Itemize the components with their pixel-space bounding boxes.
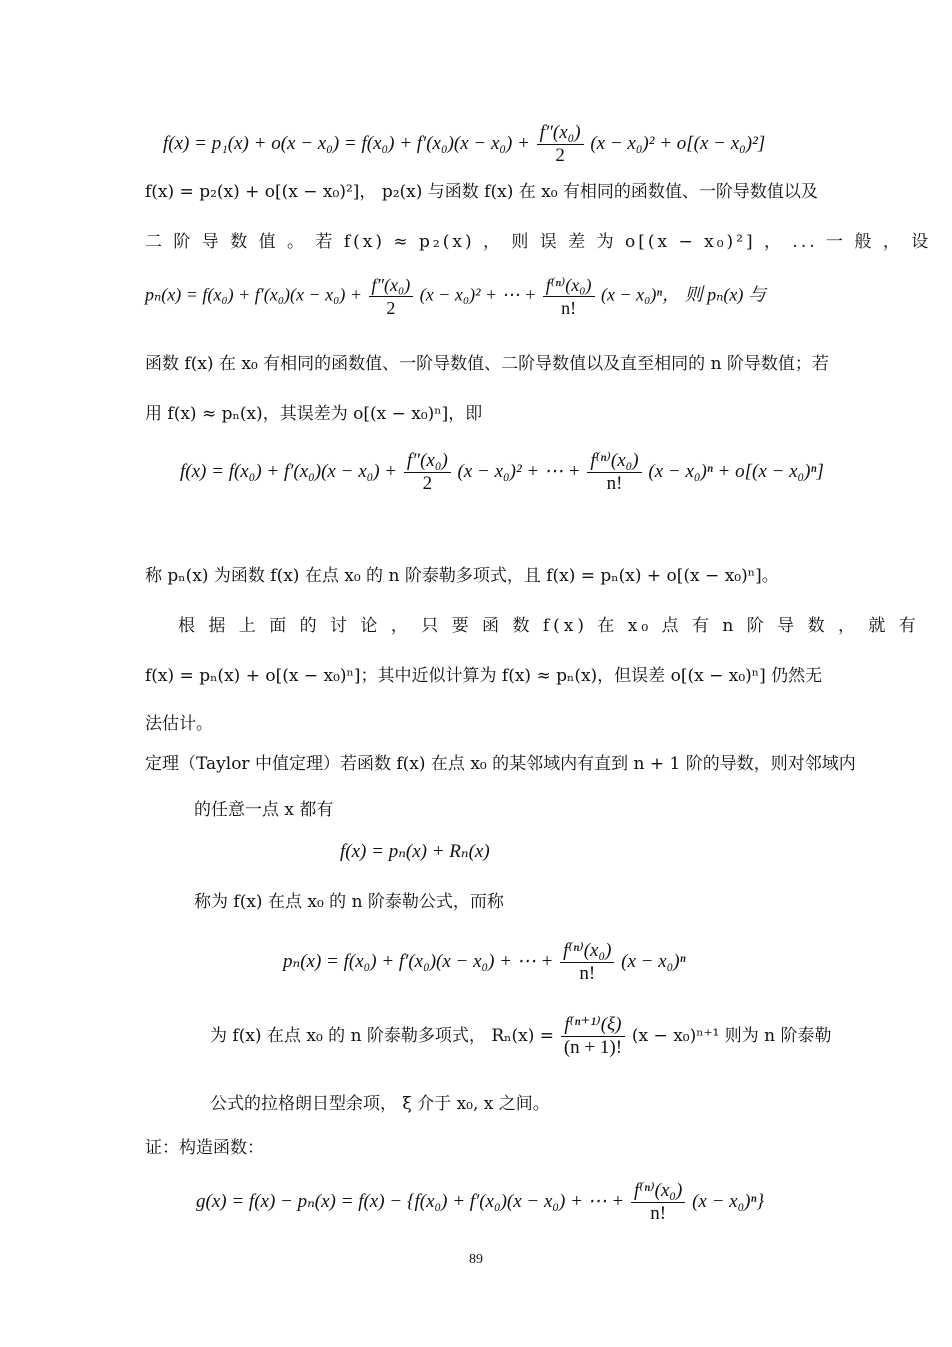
proof-heading: 证：构造函数：: [145, 1138, 264, 1158]
paragraph-line-7: 称 pₙ(x) 为函数 f(x) 在点 x₀ 的 n 阶泰勒多项式，且 f(x) = pₙ(x) + o[(x − x₀)ⁿ]。: [145, 566, 779, 586]
l14-fraction: [561, 1014, 624, 1059]
l4-numerator-2: f⁽ⁿ⁾(x₀): [543, 274, 595, 297]
l14-left: 为 f(x) 在点 x₀ 的 n 阶泰勒多项式， Rₙ(x) =: [210, 1026, 554, 1046]
remainder-line: [210, 1014, 832, 1059]
paragraph-line-3: 二 阶 导 数 值 。 若 f(x) ≈ p₂(x) ， 则 误 差 为 o[(x − x₀)²] ， ... 一 般 ， 设: [145, 232, 932, 252]
eq2-denominator-1: 2: [422, 473, 433, 494]
equation-p1-expansion: [163, 122, 765, 167]
eq2-numerator-2: f⁽ⁿ⁾(x₀): [587, 450, 641, 473]
paragraph-line-8: 根 据 上 面 的 讨 论 ， 只 要 函 数 f(x) 在 x₀ 点 有 n 阶 导 数 ， 就 有: [178, 616, 920, 636]
eq1-left: f(x) = p₁(x) + o(x − x₀) = f(x₀) + f′(x₀)(x − x₀) +: [163, 132, 530, 154]
paragraph-line-6: 用 f(x) ≈ pₙ(x)，其误差为 o[(x − x₀)ⁿ]，即: [145, 404, 483, 424]
paragraph-line-5: 函数 f(x) 在 x₀ 有相同的函数值、一阶导数值、二阶导数值以及直至相同的 n 阶导数值；若: [145, 354, 829, 374]
l14-right: (x − x₀)ⁿ⁺¹ 则为 n 阶泰勒: [631, 1026, 832, 1046]
eq5-right: (x − x₀)ⁿ}: [692, 1190, 765, 1212]
paragraph-line-10: 法估计。: [145, 714, 213, 734]
eq2-fraction-2: [587, 450, 641, 495]
eq2-mid: (x − x₀)² + ⋯ +: [457, 460, 581, 482]
l4-left: pₙ(x) = f(x₀) + f′(x₀)(x − x₀) +: [145, 284, 362, 305]
eq5-fraction: [631, 1180, 685, 1225]
l4-denominator-1: 2: [386, 298, 396, 318]
paragraph-line-15: 公式的拉格朗日型余项， ξ 介于 x₀, x 之间。: [210, 1094, 550, 1114]
eq4-right: (x − x₀)ⁿ: [621, 950, 686, 972]
l4-right: (x − x₀)ⁿ， 则 pₙ(x) 与: [601, 284, 766, 305]
eq2-denominator-2: n!: [606, 473, 623, 494]
equation-taylor-peano: [180, 450, 824, 495]
l4-mid: (x − x₀)² + ⋯ +: [419, 284, 537, 305]
equation-taylor-formula: f(x) = pₙ(x) + Rₙ(x): [340, 841, 490, 862]
l14-denominator: (n + 1)!: [563, 1037, 623, 1058]
eq4-numerator: f⁽ⁿ⁾(x₀): [560, 940, 614, 963]
paragraph-line-12: 的任意一点 x 都有: [194, 800, 334, 820]
equation-taylor-polynomial: [283, 940, 686, 985]
eq1-right: (x − x₀)² + o[(x − x₀)²]: [590, 132, 766, 154]
eq1-denominator: 2: [555, 145, 565, 166]
page-number: 89: [469, 1252, 483, 1267]
theorem-statement: 定理（Taylor 中值定理）若函数 f(x) 在点 x₀ 的某邻域内有直到 n + 1 阶的导数，则对邻域内: [145, 754, 856, 774]
l14-numerator: f⁽ⁿ⁺¹⁾(ξ): [561, 1014, 624, 1037]
eq5-numerator: f⁽ⁿ⁾(x₀): [631, 1180, 685, 1203]
eq5-denominator: n!: [650, 1203, 667, 1224]
eq2-numerator-1: f″(x₀): [404, 450, 451, 473]
equation-g-definition: [196, 1180, 764, 1225]
equation-pn-definition: [145, 274, 766, 319]
eq4-denominator: n!: [579, 963, 596, 984]
l4-fraction-2: [543, 274, 595, 319]
eq1-fraction: [537, 122, 584, 167]
eq4-fraction: [560, 940, 614, 985]
eq2-right: (x − x₀)ⁿ + o[(x − x₀)ⁿ]: [648, 460, 824, 482]
paragraph-line-2: f(x) = p₂(x) + o[(x − x₀)²]， p₂(x) 与函数 f(x) 在 x₀ 有相同的函数值、一阶导数值以及: [145, 182, 818, 202]
l4-fraction-1: [369, 274, 414, 319]
eq2-left: f(x) = f(x₀) + f′(x₀)(x − x₀) +: [180, 460, 398, 482]
l4-denominator-2: n!: [561, 298, 577, 318]
paragraph-line-9: f(x) = pₙ(x) + o[(x − x₀)ⁿ]；其中近似计算为 f(x) ≈ pₙ(x)，但误差 o[(x − x₀)ⁿ] 仍然无: [145, 666, 823, 686]
eq4-left: pₙ(x) = f(x₀) + f′(x₀)(x − x₀) + ⋯ +: [283, 950, 554, 972]
l4-numerator-1: f″(x₀): [369, 274, 414, 297]
paragraph-line-13: 称为 f(x) 在点 x₀ 的 n 阶泰勒公式，而称: [194, 892, 504, 912]
eq1-numerator: f″(x₀): [537, 122, 584, 145]
eq5-left: g(x) = f(x) − pₙ(x) = f(x) − {f(x₀) + f′(x₀)(x − x₀) + ⋯ +: [196, 1190, 625, 1212]
eq2-fraction-1: [404, 450, 451, 495]
